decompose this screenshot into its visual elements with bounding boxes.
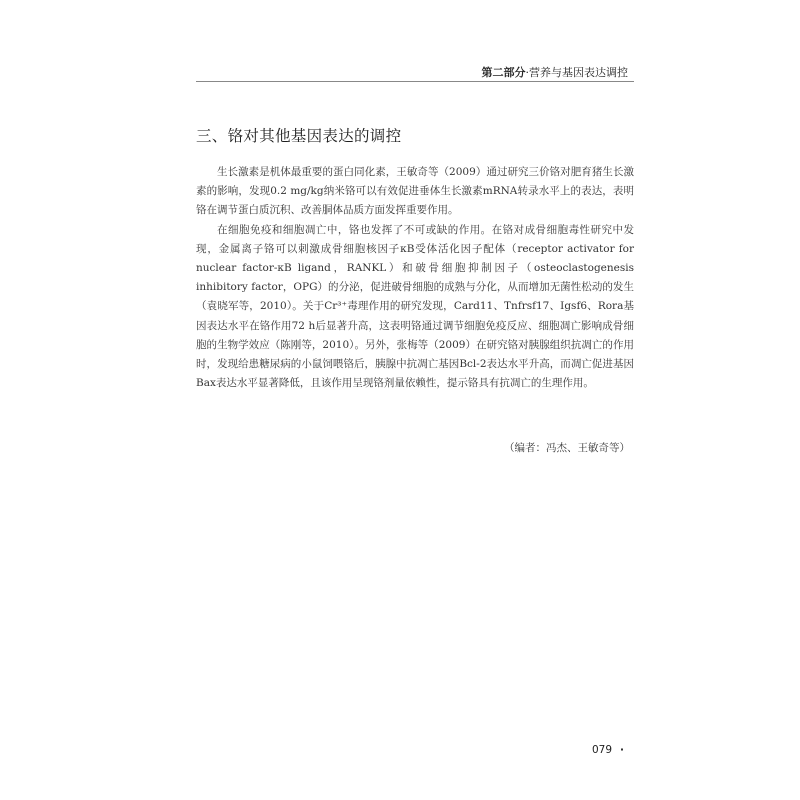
page-number-value: 079	[591, 744, 612, 756]
body-text	[196, 163, 634, 393]
paragraph-growth-hormone: 生长激素是机体最重要的蛋白同化素，王敏奇等（2009）通过研究三价铬对肥育猪生长激素的影响，发现0.2 mg/kg纳米铬可以有效促进垂体生长激素mRNA转录水平上的表达，表明铬在调节蛋白质沉积、改善胴体品质方面发挥重要作用。	[196, 166, 634, 217]
header-rule	[196, 81, 634, 82]
paragraph-immunity-apoptosis: 在细胞免疫和细胞凋亡中，铬也发挥了不可或缺的作用。在铬对成骨细胞毒性研究中发现，金属离子铬可以刺激成骨细胞核因子κB受体活化因子配体（receptor activator for nuclear factor-κB ligand，RANKL）和破骨细胞抑制因子（osteoclastogenesis inhibitory factor，OPG）的分泌，促进破骨细胞的成熟与分化，从而增加无菌性松动的发生（袁晓军等，2010）。关于Cr³⁺毒理作用的研究发现，Card11、Tnfrsf17、Igsf6、Rora基因表达水平在铬作用72 h后显著升高，这表明铬通过调节细胞免疫反应、细胞凋亡影响成骨细胞的生物学效应（陈刚等，2010）。另外，张梅等（2009）在研究铬对胰腺组织抗凋亡的作用时，发现给患糖尿病的小鼠饲喂铬后，胰腺中抗凋亡基因Bcl-2表达水平升高，而凋亡促进基因Bax表达水平显著降低，且该作用呈现铬剂量依赖性，提示铬具有抗凋亡的生理作用。	[196, 223, 634, 390]
page-number	[592, 744, 624, 756]
running-header-topic: ·营养与基因表达调控	[525, 66, 628, 79]
running-header-part: 第二部分	[481, 66, 526, 79]
page-number-dot: ·	[620, 744, 624, 756]
editor-credit: （编者：冯杰、王敏奇等）	[504, 442, 630, 454]
section-title: 三、铬对其他基因表达的调控	[196, 127, 402, 145]
running-header	[482, 64, 629, 80]
